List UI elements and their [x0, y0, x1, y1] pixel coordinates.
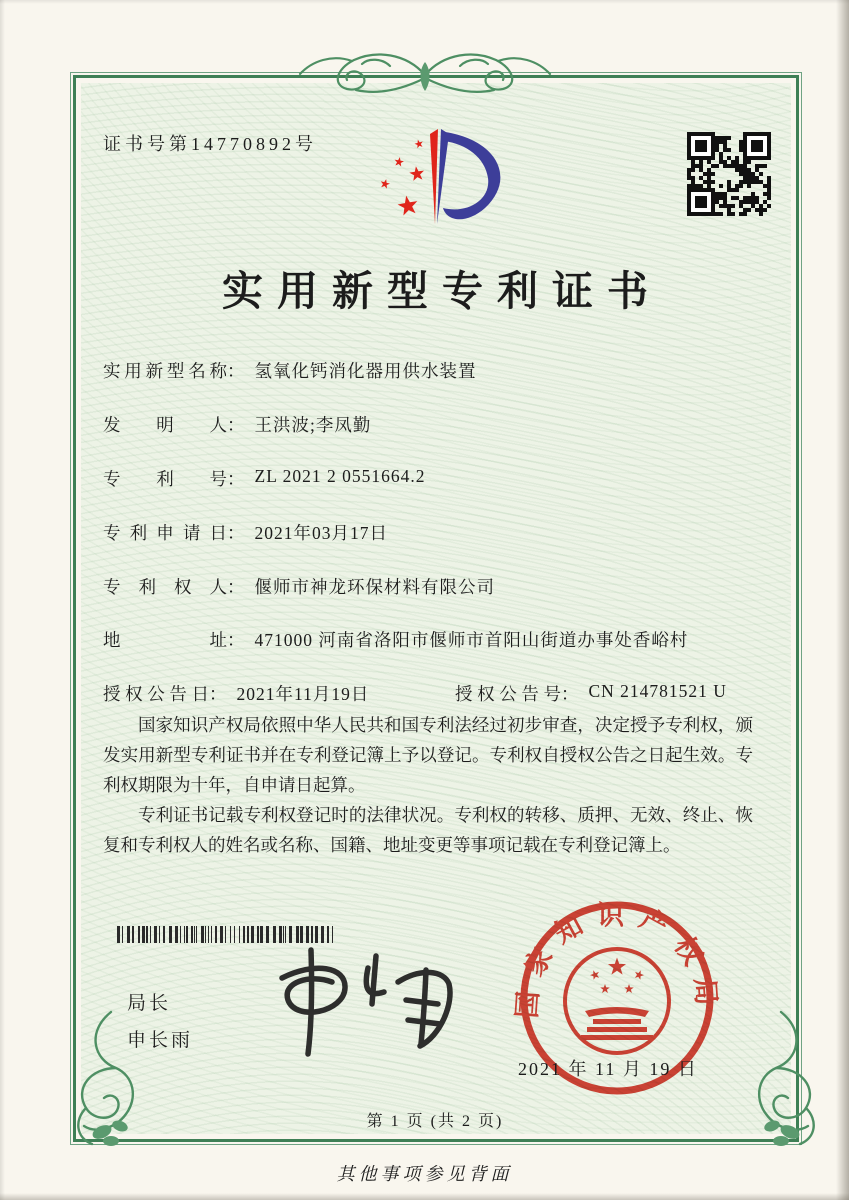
field-value: 王洪波;李凤勤 — [254, 415, 372, 435]
director-name: 申长雨 — [127, 1030, 194, 1051]
field-value: 471000 河南省洛阳市偃师市首阳山街道办事处香峪村 — [254, 630, 689, 650]
paper-edge-bottom — [0, 1193, 849, 1200]
field-inventors: 发明人 ： 王洪波;李凤勤 — [103, 412, 763, 437]
director-title: 局长 — [127, 993, 172, 1014]
legal-paragraph-2: 专利证书记载专利权登记时的法律状况。专利权的转移、质押、无效、终止、恢复和专利权人的姓名或名称、国籍、地址变更等事项记载在专利登记簿上。 — [103, 805, 753, 856]
grant-date-group: 授权公告日 ： 2021年11月19日 — [103, 681, 455, 706]
seal-date: 2021 年 11 月 19 日 — [518, 1059, 698, 1079]
field-patentee: 专利权人 ： 偃师市神龙环保材料有限公司 — [103, 574, 763, 599]
certificate-title: 实用新型专利证书 — [222, 268, 662, 314]
grant-date-label: 授权公告日 — [103, 684, 209, 704]
paper-edge-left — [0, 0, 5, 1200]
field-filing-date: 专利申请日 ： 2021年03月17日 — [103, 520, 763, 545]
field-value: 偃师市神龙环保材料有限公司 — [254, 577, 495, 597]
field-value: 氢氧化钙消化器用供水装置 — [254, 361, 477, 381]
field-address: 地址 ： 471000 河南省洛阳市偃师市首阳山街道办事处香峪村 — [103, 627, 763, 652]
paper-edge-top — [0, 0, 849, 4]
logo-p-curve — [443, 132, 500, 219]
field-label: 实用新型名称 — [103, 361, 227, 381]
grant-date-value: 2021年11月19日 — [236, 684, 370, 704]
flourish-center-leaf — [421, 62, 430, 91]
cnipa-logo-icon — [345, 120, 540, 240]
seal-national-emblem — [565, 949, 669, 1053]
legal-text-block — [103, 710, 753, 860]
field-value: 2021年03月17日 — [254, 523, 388, 543]
grant-number-label: 授权公告号 — [455, 684, 561, 704]
field-label: 地址 — [103, 630, 227, 650]
grant-number-value: CN 214781521 U — [588, 681, 727, 701]
field-value: ZL 2021 2 0551664.2 — [254, 466, 426, 486]
grant-number-group: 授权公告号 ： CN 214781521 U — [455, 681, 727, 704]
logo-wedge-red — [430, 129, 438, 224]
certificate-number: 证书号第14770892号 — [103, 134, 317, 154]
top-flourish-ornament — [290, 44, 560, 102]
barcode — [117, 926, 335, 943]
legal-paragraph-1: 国家知识产权局依照中华人民共和国专利法经过初步审查，决定授予专利权，颁发实用新型专利证书并在专利登记簿上予以登记。专利权自授权公告之日起生效。专利权期限为十年，自申请日起算。 — [103, 715, 753, 796]
director-block — [127, 985, 193, 1059]
grant-announcement-row — [103, 681, 773, 706]
paper-edge-right — [836, 0, 849, 1200]
page-number: 第 1 页 (共 2 页) — [366, 1113, 504, 1130]
field-label: 发明人 — [103, 415, 227, 435]
field-label: 专利申请日 — [103, 523, 227, 543]
field-utility-model-name: 实用新型名称 ： 氢氧化钙消化器用供水装置 — [103, 358, 763, 383]
field-patent-number: 专利号 ： ZL 2021 2 0551664.2 — [103, 466, 426, 489]
qr-code — [687, 132, 771, 216]
field-label: 专利权人 — [103, 577, 227, 597]
seal-arc-text: 国家知识产权局 — [511, 900, 723, 1020]
back-side-note: 其他事项参见背面 — [336, 1164, 513, 1184]
director-signature — [248, 942, 468, 1060]
field-label: 专利号 — [103, 469, 227, 489]
